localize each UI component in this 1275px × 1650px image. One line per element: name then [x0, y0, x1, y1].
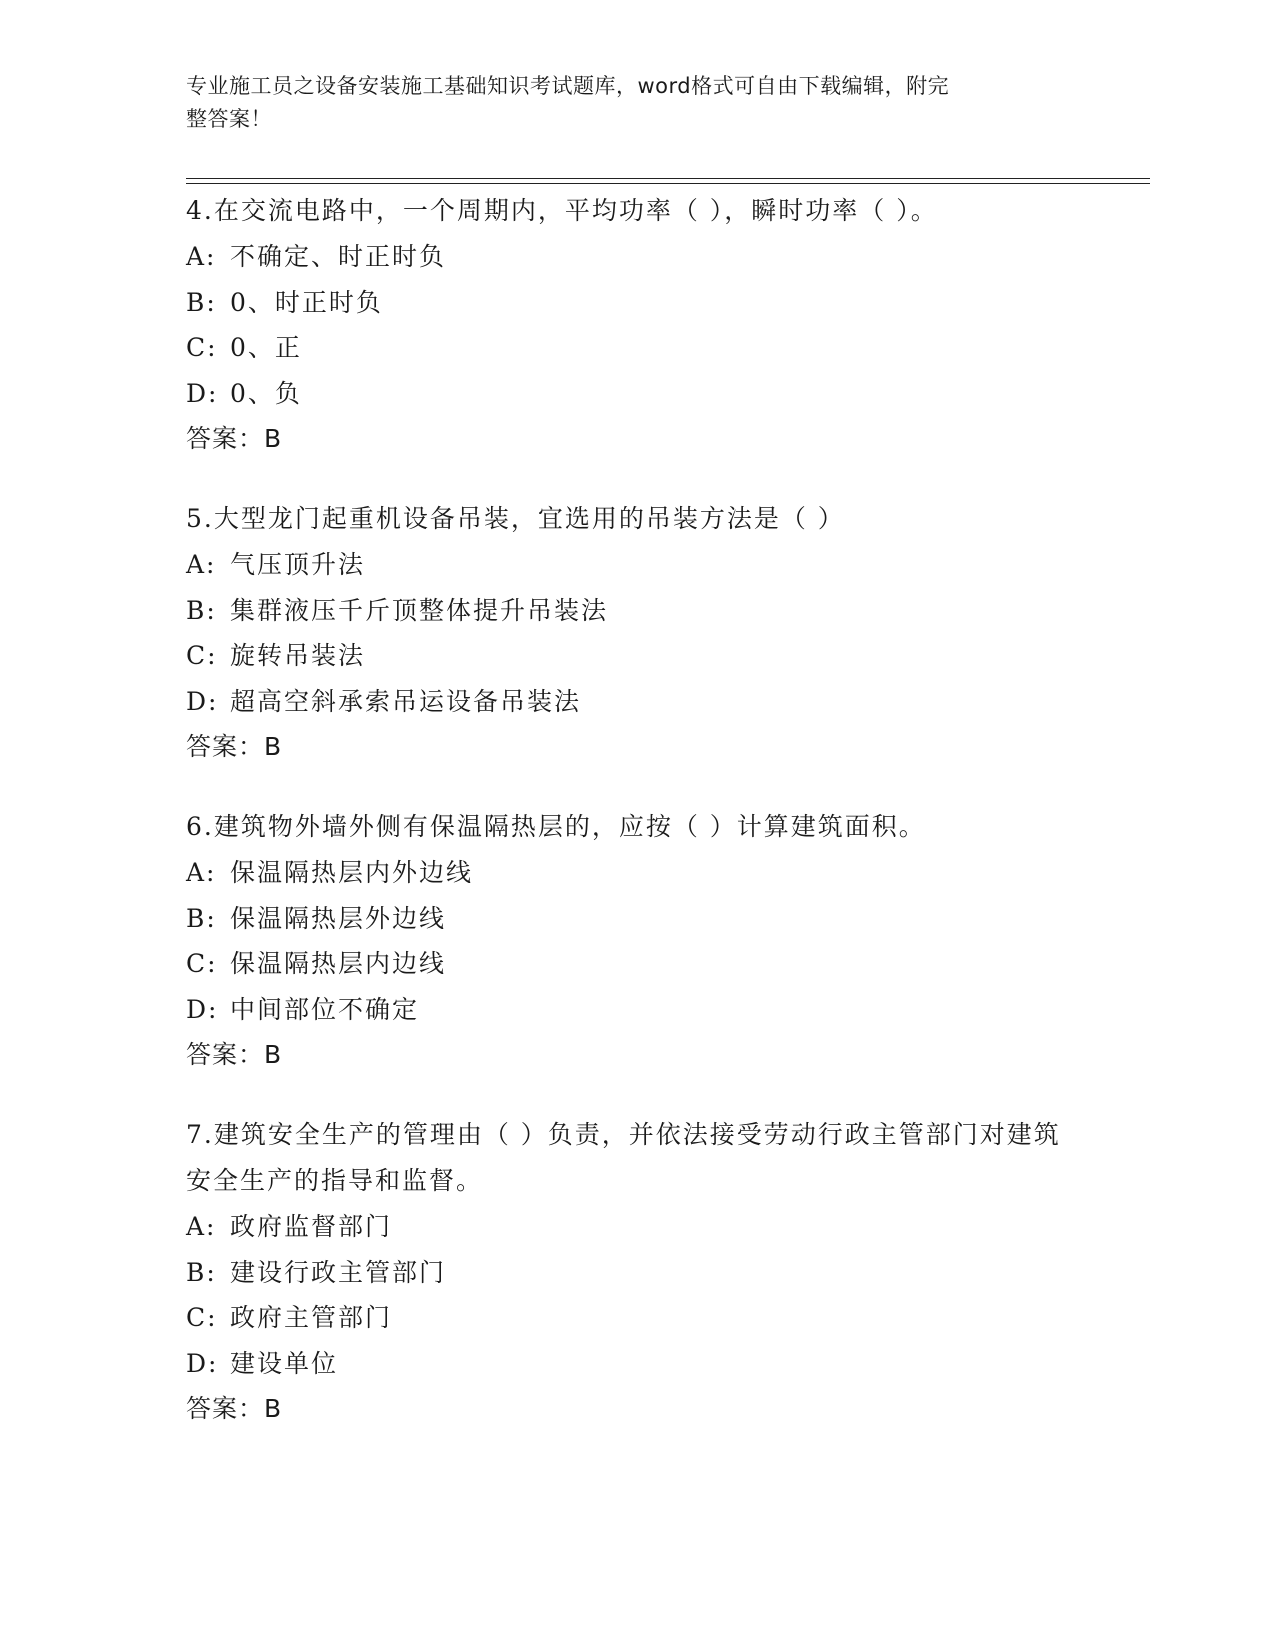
option-b	[186, 896, 1086, 942]
option-c	[186, 1295, 1086, 1341]
option-key: A:	[186, 550, 217, 579]
answer-line: 答案：B	[186, 1394, 283, 1423]
document-header	[186, 70, 1066, 136]
option-text: 保温隔热层外边线	[230, 903, 447, 933]
option-c	[186, 325, 1086, 371]
question-stem: 4.在交流电路中，一个周期内，平均功率（ ），瞬时功率（ ）。	[186, 196, 938, 225]
option-a	[186, 542, 1086, 588]
option-text: 不确定、时正时负	[230, 242, 447, 271]
option-c	[186, 941, 1086, 987]
option-text: 集群液压千斤顶整体提升吊装法	[230, 595, 609, 625]
answer-line: 答案：B	[186, 1040, 283, 1069]
question-stem: 7.建筑安全生产的管理由（ ）负责，并依法接受劳动行政主管部门对建筑安全生产的指导和监督。	[186, 1120, 1061, 1195]
option-key: B:	[186, 287, 217, 317]
option-d	[186, 987, 1086, 1033]
option-key: D:	[186, 1348, 219, 1378]
option-key: D:	[186, 686, 219, 716]
option-text: 0、负	[230, 378, 302, 408]
header-divider-bottom	[186, 183, 1150, 184]
answer-line: 答案：B	[186, 732, 283, 761]
option-d	[186, 371, 1086, 417]
header-divider-top	[186, 178, 1150, 179]
option-a	[186, 1204, 1086, 1250]
option-a	[186, 234, 1086, 280]
option-key: C:	[186, 949, 218, 978]
option-key: D:	[186, 994, 219, 1024]
option-text: 保温隔热层内边线	[230, 949, 447, 978]
header-line-1: 专业施工员之设备安装施工基础知识考试题库，word格式可自由下载编辑，附完	[186, 74, 950, 98]
option-text: 建设行政主管部门	[230, 1257, 447, 1287]
option-key: B:	[186, 903, 217, 933]
option-text: 政府主管部门	[230, 1303, 393, 1332]
question-stem: 5.大型龙门起重机设备吊装，宜选用的吊装方法是（ ）	[186, 504, 845, 533]
option-a	[186, 850, 1086, 896]
option-key: B:	[186, 595, 217, 625]
option-key: D:	[186, 378, 219, 408]
question-item	[186, 188, 1086, 462]
option-text: 0、时正时负	[230, 287, 383, 317]
option-d	[186, 679, 1086, 725]
question-list	[186, 188, 1086, 1466]
option-key: B:	[186, 1257, 217, 1287]
question-item	[186, 804, 1086, 1078]
option-text: 气压顶升法	[230, 550, 366, 579]
answer-line: 答案：B	[186, 424, 283, 453]
option-key: C:	[186, 333, 218, 362]
option-text: 建设单位	[230, 1348, 339, 1378]
option-key: A:	[186, 1212, 217, 1241]
option-text: 旋转吊装法	[230, 641, 366, 670]
option-key: A:	[186, 242, 217, 271]
option-b	[186, 280, 1086, 326]
option-text: 0、正	[230, 333, 302, 362]
option-c	[186, 633, 1086, 679]
question-item	[186, 1112, 1086, 1432]
option-b	[186, 588, 1086, 634]
option-d	[186, 1341, 1086, 1387]
option-text: 保温隔热层内外边线	[230, 858, 474, 887]
option-key: C:	[186, 1303, 218, 1332]
option-text: 中间部位不确定	[230, 994, 420, 1024]
question-stem: 6.建筑物外墙外侧有保温隔热层的，应按（ ）计算建筑面积。	[186, 812, 926, 841]
option-text: 政府监督部门	[230, 1212, 393, 1241]
option-text: 超高空斜承索吊运设备吊装法	[230, 686, 582, 716]
option-b	[186, 1250, 1086, 1296]
option-key: A:	[186, 858, 217, 887]
option-key: C:	[186, 641, 218, 670]
question-item	[186, 496, 1086, 770]
header-line-2: 整答案！	[186, 107, 272, 131]
